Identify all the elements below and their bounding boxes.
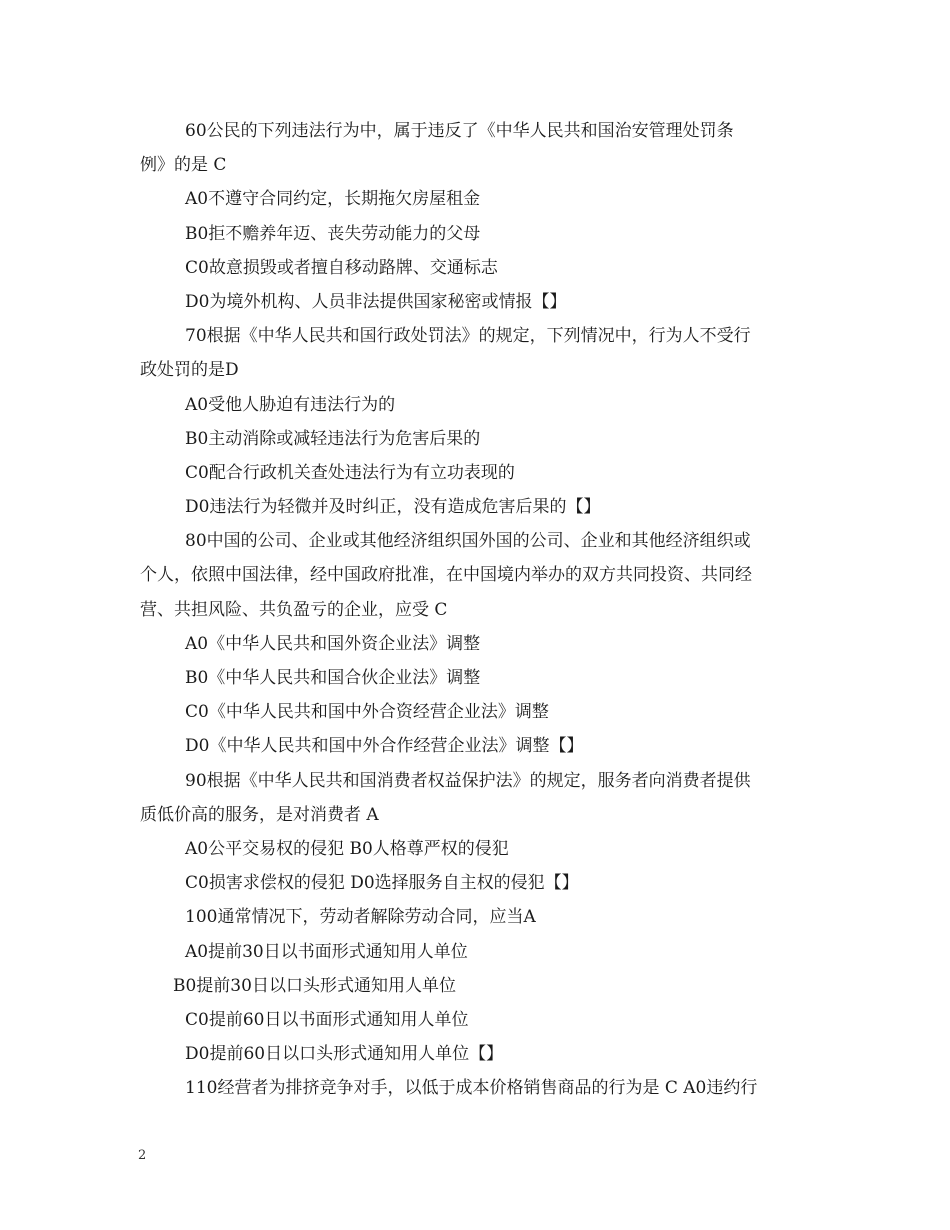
text-line: 例》的是 C [140,155,227,176]
text-line: 政处罚的是D [140,360,239,381]
text-line: C0配合行政机关查处违法行为有立功表现的 [185,462,515,483]
text-line: A0受他人胁迫有违法行为的 [185,394,396,415]
text-line: C0损害求偿权的侵犯 D0选择服务自主权的侵犯【】 [185,873,579,894]
text-line: D0提前60日以口头形式通知用人单位【】 [185,1044,504,1065]
text-line: A0不遵守合同约定，长期拖欠房屋租金 [185,189,481,210]
text-line: 营、共担风险、共负盈亏的企业，应受 C [140,599,448,620]
text-line: B0主动消除或减轻违法行为危害后果的 [185,428,481,449]
text-line: B0拒不赡养年迈、丧失劳动能力的父母 [185,223,481,244]
text-line: 个人，依照中国法律，经中国政府批准，在中国境内举办的双方共同投资、共同经 [140,565,752,586]
text-line: D0为境外机构、人员非法提供国家秘密或情报【】 [185,291,567,312]
text-line: 90根据《中华人民共和国消费者权益保护法》的规定，服务者向消费者提供 [185,770,751,791]
text-line: C0故意损毁或者擅自移动路牌、交通标志 [185,257,498,278]
text-line: B0《中华人民共和国合伙企业法》调整 [185,668,481,688]
text-line: D0违法行为轻微并及时纠正，没有造成危害后果的【】 [185,497,601,518]
text-line: D0《中华人民共和国中外合作经营企业法》调整【】 [185,736,584,757]
text-line: A0公平交易权的侵犯 B0人格尊严权的侵犯 [185,838,509,859]
page-number: 2 [138,1148,147,1163]
text-line: A0《中华人民共和国外资企业法》调整 [185,633,481,654]
text-line: C0提前60日以书面形式通知用人单位 [185,1009,469,1030]
text-line: A0提前30日以书面形式通知用人单位 [185,941,468,962]
text-line: 110经营者为排挤竞争对手，以低于成本价格销售商品的行为是 C A0违约行 [185,1078,758,1099]
text-line: B0提前30日以口头形式通知用人单位 [173,975,456,996]
text-line: 80中国的公司、企业或其他经济组织国外国的公司、企业和其他经济组织或 [185,531,751,552]
text-line: 质低价高的服务，是对消费者 A [140,804,379,825]
text-line: 100通常情况下，劳动者解除劳动合同，应当A [185,907,536,928]
text-line: 60公民的下列违法行为中，属于违反了《中华人民共和国治安管理处罚条 [185,121,734,141]
document-body [140,114,812,1105]
text-line: C0《中华人民共和国中外合资经营企业法》调整 [185,702,549,723]
text-line: 70根据《中华人民共和国行政处罚法》的规定，下列情况中，行为人不受行 [185,326,751,347]
